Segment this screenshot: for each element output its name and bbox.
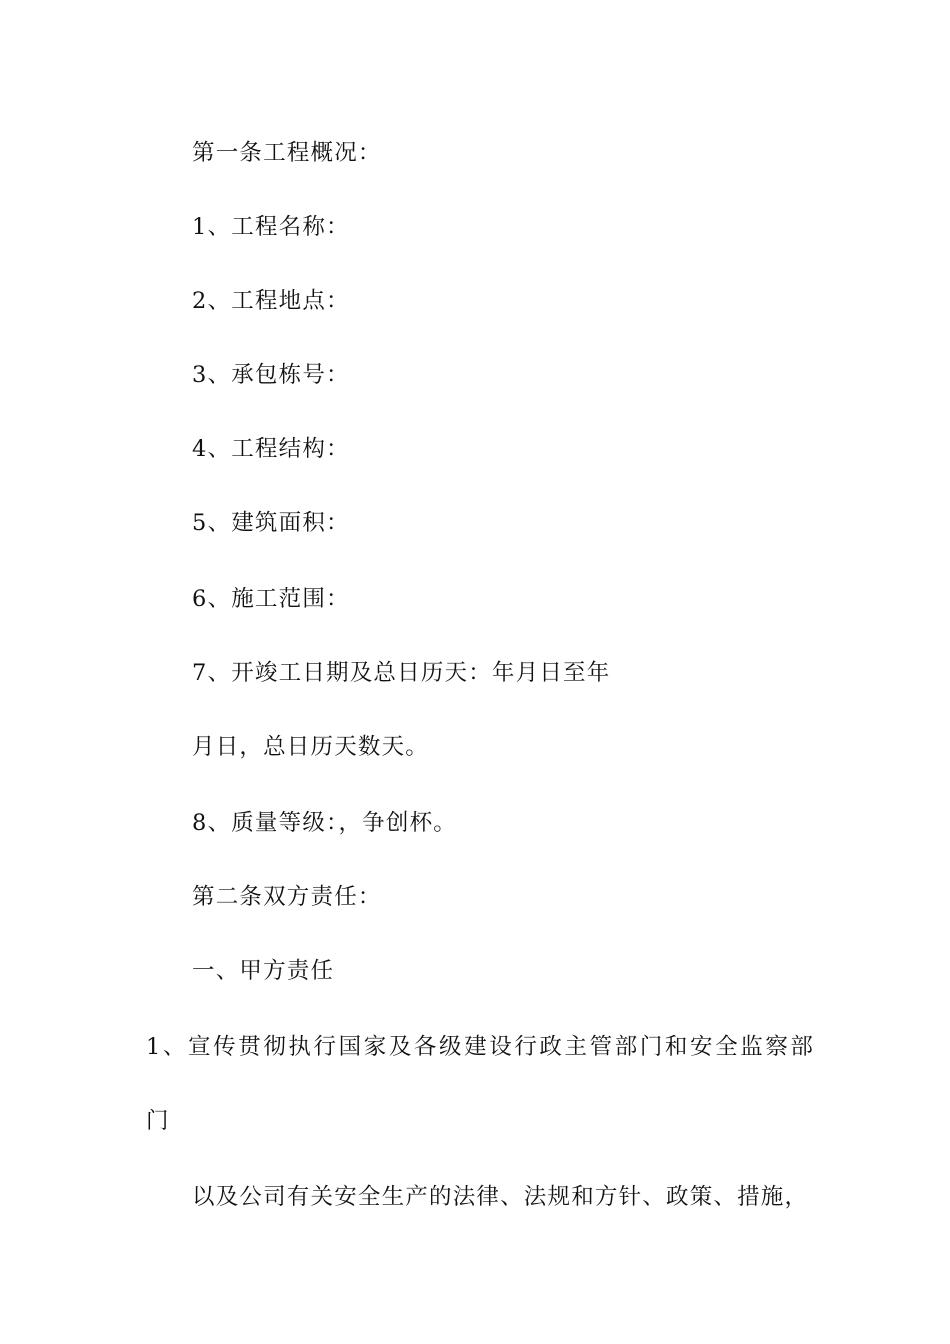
party-a-heading: 一、甲方责任 (192, 958, 335, 984)
item-schedule-continued: 月日，总日历天数天。 (192, 734, 430, 760)
item-building-number: 3、承包栋号： (192, 362, 350, 388)
item-building-area: 5、建筑面积： (192, 510, 350, 536)
party-a-item-1-continued: 以及公司有关安全生产的法律、法规和方针、政策、措施， (192, 1184, 809, 1210)
article-2-heading: 第二条双方责任： (192, 884, 382, 910)
item-project-name: 1、工程名称： (192, 214, 350, 240)
item-project-location: 2、工程地点： (192, 288, 350, 314)
item-schedule: 7、开竣工日期及总日历天：年月日至年 (192, 660, 611, 686)
party-a-item-1-wrap: 门 (146, 1108, 170, 1134)
item-construction-scope: 6、施工范围： (192, 586, 350, 612)
article-1-heading: 第一条工程概况： (192, 140, 382, 166)
party-a-item-1: 1、宣传贯彻执行国家及各级建设行政主管部门和安全监察部 (146, 1034, 816, 1060)
item-quality-grade: 8、质量等级：，争创杯。 (192, 810, 457, 836)
item-structure: 4、工程结构： (192, 436, 350, 462)
